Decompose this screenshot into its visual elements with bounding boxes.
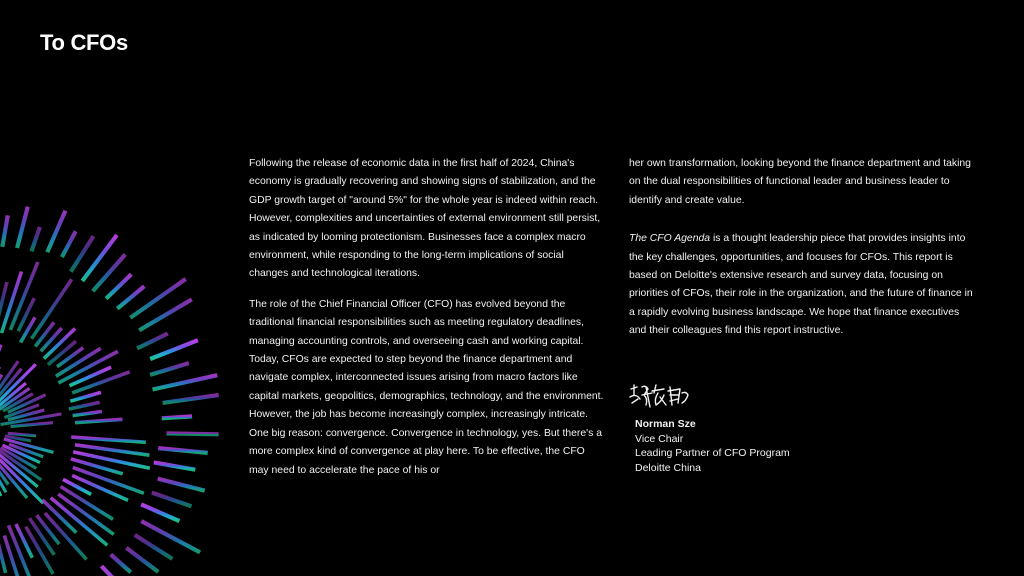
burst-ray — [37, 515, 60, 544]
burst-ray — [41, 328, 62, 351]
report-title-italic: The CFO Agenda — [629, 233, 711, 245]
burst-ray — [8, 433, 36, 436]
burst-ray — [71, 236, 94, 272]
intro-paragraph-4 — [629, 230, 979, 340]
intro-left-column — [249, 155, 605, 492]
burst-ray — [162, 416, 192, 418]
burst-ray — [158, 479, 205, 491]
signer-title-1: Vice Chair — [635, 432, 684, 445]
intro-paragraph-3: her own transformation, looking beyond the finance department and taking on the dual responsibilities of functional leader and business leader to identify and create value. — [629, 158, 971, 206]
burst-ray — [130, 279, 185, 318]
burst-ray — [117, 286, 144, 308]
burst-ray — [154, 462, 196, 469]
burst-ray — [150, 340, 198, 359]
burst-ray — [158, 448, 208, 453]
signer-title-2: Leading Partner of CFO Program — [635, 447, 790, 459]
burst-ray — [70, 367, 112, 386]
burst-ray — [111, 555, 131, 573]
burst-ray — [135, 535, 173, 559]
burst-ray — [47, 211, 65, 253]
burst-ray — [17, 207, 28, 248]
burst-ray — [69, 402, 100, 409]
burst-ray — [137, 334, 168, 349]
burst-ray — [141, 521, 200, 552]
burst-ray — [163, 395, 219, 403]
burst-ray — [57, 348, 83, 367]
burst-ray — [126, 548, 158, 572]
intro-paragraph-2: The role of the Chief Financial Officer (CFO) has evolved beyond the traditional financial responsibilities such as meeting regulatory deadlines, managing accounting controls, and overseeing cash and working capital. Today, CFOs are expected to step beyond the finance department and navigate complex, interconnected issues arising from macro factors like capital markets, geopolitics, demographics, technology, and the environment. However, the job has become increasingly complex, increasingly intricate. One big reason: convergence. Convergence in technology, yes. But there's a more complex kind of convergence at play here. To be effective, the CFO may need to accelerate the pace of his or — [249, 298, 604, 476]
intro-paragraph-4-text: is a thought leadership piece that provides insights into the key challenges, opportunities, and focuses for CFOs. This report is based on Deloitte's extensive research and survey data, focusing on priorities of CFOs, their role in the organization, and the future of finance in a rapidly evolving business landscape. We hope that finance executives and their colleagues find this report instructive. — [629, 233, 973, 337]
signature-image — [628, 381, 692, 411]
signer-block — [635, 417, 790, 475]
burst-ray — [141, 504, 179, 521]
burst-ray — [75, 419, 123, 422]
burst-ray — [32, 279, 72, 339]
burst-ray — [2, 215, 8, 246]
burst-ray — [73, 412, 102, 416]
burst-ray — [32, 227, 40, 251]
burst-ray — [153, 375, 218, 389]
burst-ray — [152, 493, 192, 507]
burst-ray — [62, 231, 76, 257]
intro-paragraph-1: Following the release of economic data in the first half of 2024, China's economy is gradually recovering and showing signs of stabilization, and the GDP growth target of "around 5%" for the whole year is indeed within reach. However, complexities and uncertainties of external environment still persist, as indicated by looming protectionism. Businesses face a complex macro environment, while responding to the long-term implications of social changes and technological iterations. — [249, 158, 601, 280]
signer-org: Deloitte China — [635, 461, 701, 474]
burst-ray — [150, 363, 189, 375]
burst-ray — [71, 437, 146, 442]
page-title: To CFOs — [40, 30, 128, 55]
burst-ray — [167, 433, 219, 434]
radial-burst-graphic — [0, 130, 260, 576]
intro-right-column — [629, 155, 979, 353]
burst-ray — [106, 274, 131, 298]
signer-name: Norman Sze — [635, 418, 696, 430]
